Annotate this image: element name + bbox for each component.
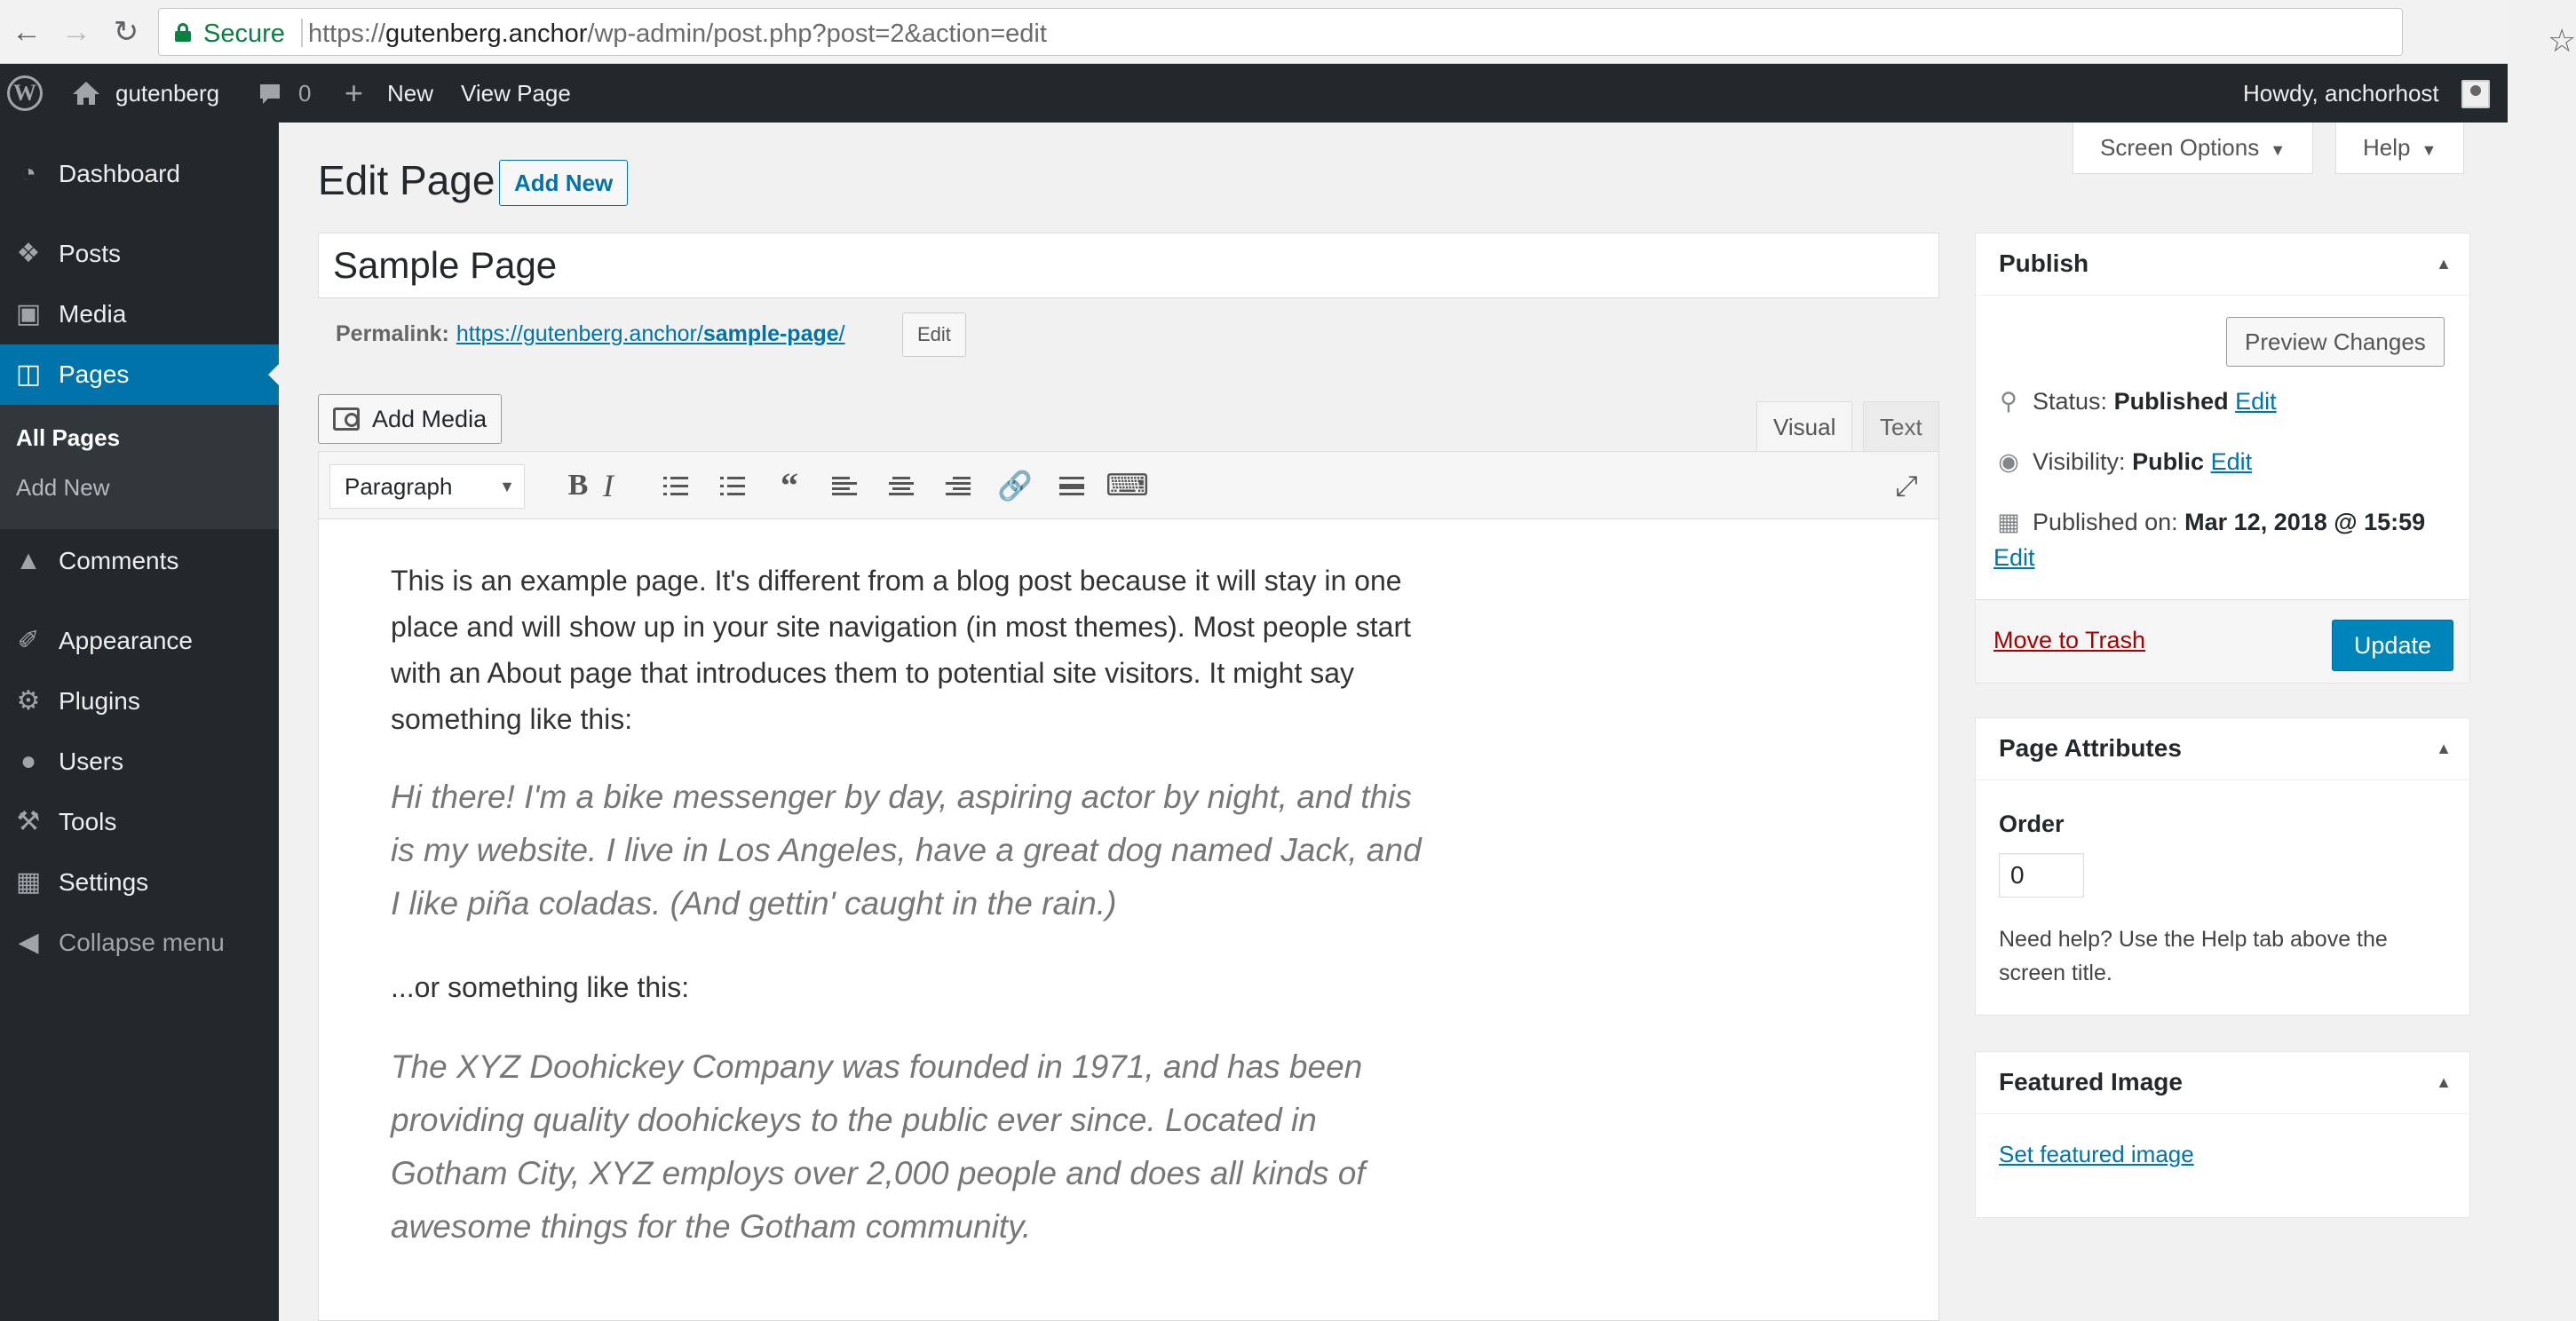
comment-icon: ▲ [15, 546, 42, 575]
media-icon [333, 407, 360, 431]
comment-bubble-icon [258, 82, 282, 107]
address-bar[interactable] [158, 8, 2576, 59]
blockquote-icon[interactable]: “ [781, 465, 798, 505]
permalink-link[interactable] [456, 321, 845, 346]
featured-image-title: Featured Image [1999, 1068, 2183, 1096]
visibility-value: Public [2132, 448, 2205, 475]
permalink-slug: sample-page [702, 321, 839, 346]
content-paragraph: ...or something like this: [391, 971, 690, 1003]
sidebar-collapse-menu[interactable] [0, 913, 279, 973]
new-label: New [387, 80, 434, 107]
bullet-list-icon[interactable] [663, 477, 688, 496]
sidebar-item-label: Dashboard [59, 160, 180, 187]
collapse-icon: ◀ [18, 928, 39, 957]
status-value: Published [2113, 388, 2229, 415]
site-name: gutenberg [115, 80, 220, 107]
add-media-button[interactable] [318, 394, 502, 444]
collapse-arrow-icon[interactable]: ▲ [2436, 1073, 2452, 1091]
caret-down-icon: ▼ [2270, 141, 2287, 159]
status-row [1993, 388, 2277, 415]
pin-icon: ❖ [16, 239, 41, 268]
bold-icon[interactable]: B [567, 469, 589, 502]
howdy-user[interactable]: Howdy, anchorhost [2243, 80, 2439, 107]
back-arrow-icon[interactable]: ← [12, 15, 42, 49]
permalink-edit-button[interactable]: Edit [902, 312, 966, 357]
add-media-label: Add Media [372, 406, 487, 432]
published-edit-link[interactable]: Edit [1993, 544, 2035, 571]
add-new-button[interactable]: Add New [499, 160, 628, 206]
status-label: Status: [2033, 388, 2108, 415]
user-icon: ● [20, 747, 37, 776]
browser-toolbar [0, 0, 2576, 64]
permalink-label: Permalink: [336, 321, 449, 346]
help-button[interactable] [2335, 123, 2464, 174]
submenu-all-pages[interactable]: All Pages [16, 424, 121, 451]
wp-admin-bar [0, 64, 2508, 123]
format-select-value: Paragraph [345, 473, 453, 500]
sidebar-item-label: Users [59, 748, 124, 775]
format-select[interactable] [329, 464, 525, 509]
eye-icon: ◉ [1998, 448, 2019, 475]
avatar[interactable] [2461, 80, 2490, 108]
sidebar-item-plugins[interactable] [0, 671, 279, 732]
calendar-icon: ▦ [1997, 509, 2020, 535]
sidebar-item-label: Pages [59, 360, 130, 388]
publish-box-header[interactable] [1976, 233, 2469, 296]
sidebar-item-label: Tools [59, 808, 117, 835]
sidebar-item-appearance[interactable] [0, 611, 279, 671]
published-value: Mar 12, 2018 @ 15:59 [2184, 509, 2426, 535]
numbered-list-icon[interactable] [720, 477, 745, 496]
content-paragraph: This is an example page. It's different from a blog post because it will stay in one place and will show up in your site navigation (in most themes). Most people start with an About page that introduces them to potential site visitors. It might say something like this: [391, 565, 1411, 735]
chevron-down-icon: ▼ [499, 478, 515, 495]
screen-options-label: Screen Options [2100, 134, 2260, 161]
url-text[interactable] [308, 20, 1047, 49]
editor-toolbar [319, 452, 1938, 519]
toolbar-toggle-icon[interactable]: ⌨ [1106, 469, 1150, 502]
published-label: Published on: [2033, 509, 2178, 535]
dashboard-icon: ◔ [20, 159, 37, 188]
align-center-icon[interactable] [889, 477, 914, 496]
content-blockquote: The XYZ Doohickey Company was founded in 1971, and has been providing quality doohickeys to the public ever since. Located in Gotham City, XYZ employs over 2,000 people and does all kinds of awesome things for the Gotham community. [391, 1048, 1366, 1245]
collapse-arrow-icon[interactable]: ▲ [2436, 740, 2452, 757]
bookmark-star-icon[interactable]: ☆ [2548, 22, 2576, 59]
forward-arrow-icon[interactable]: → [61, 15, 91, 49]
sidebar-item-label: Comments [59, 547, 179, 574]
url-scheme: https:// [308, 20, 386, 48]
link-icon[interactable]: 🔗 [997, 470, 1033, 502]
url-path: /wp-admin/post.php?post=2&action=edit [587, 20, 1047, 48]
update-button[interactable]: Update [2332, 620, 2453, 671]
tab-text[interactable]: Text [1863, 401, 1939, 452]
admin-sidebar [0, 123, 279, 1321]
fullscreen-icon[interactable]: ⤢ [1895, 470, 1918, 502]
pages-icon: ◫ [15, 360, 42, 389]
sidebar-item-label: Collapse menu [59, 929, 225, 956]
content-blockquote: Hi there! I'm a bike messenger by day, aspiring actor by night, and this is my website. I live in Los Angeles, have a great dog named Jack, and I like piña coladas. (And gettin' caught in the rain.) [391, 779, 1422, 922]
read-more-icon[interactable] [1059, 477, 1084, 496]
publish-actions [1976, 599, 2469, 683]
submenu-add-new[interactable]: Add New [16, 474, 110, 501]
sidebar-item-dashboard[interactable] [0, 144, 279, 204]
order-input[interactable]: 0 [1999, 853, 2084, 898]
caret-down-icon: ▼ [2421, 141, 2437, 159]
lock-icon [175, 23, 191, 41]
help-text: Need help? Use the Help tab above the screen title. [1999, 927, 2388, 985]
published-on-row [1993, 509, 2425, 536]
sidebar-item-comments[interactable] [0, 531, 279, 591]
permalink-base: https://gutenberg.anchor/ [456, 321, 703, 346]
brush-icon: ✐ [17, 626, 40, 655]
sidebar-item-media[interactable] [0, 284, 279, 344]
featured-image-header[interactable] [1976, 1052, 2469, 1114]
move-to-trash-link[interactable]: Move to Trash [1993, 627, 2146, 653]
preview-changes-button[interactable]: Preview Changes [2226, 317, 2445, 367]
visibility-row [1993, 448, 2252, 476]
active-menu-arrow [268, 364, 279, 385]
page-attributes-header[interactable] [1976, 718, 2469, 780]
sidebar-item-label: Plugins [59, 687, 140, 715]
featured-image-box [1975, 1051, 2470, 1218]
visibility-label: Visibility: [2033, 448, 2126, 475]
wordpress-logo-icon[interactable]: W [7, 75, 43, 111]
sidebar-item-tools[interactable] [0, 792, 279, 852]
collapse-arrow-icon[interactable]: ▲ [2436, 255, 2452, 273]
sidebar-item-label: Posts [59, 240, 122, 267]
secure-label: Secure [203, 20, 285, 48]
page-attributes-box [1975, 717, 2470, 1016]
align-left-icon[interactable] [832, 477, 857, 496]
sidebar-item-posts[interactable] [0, 224, 279, 284]
screen-options-button[interactable] [2073, 123, 2313, 174]
pages-submenu [0, 405, 279, 529]
permalink [336, 321, 845, 347]
sidebar-item-settings[interactable] [0, 852, 279, 913]
comments-count: 0 [298, 80, 312, 107]
settings-icon: ▦ [15, 867, 42, 897]
address-separator [301, 19, 303, 47]
sidebar-item-label: Appearance [59, 627, 194, 654]
post-title-input[interactable]: Sample Page [318, 233, 1939, 298]
home-icon [71, 80, 101, 107]
status-edit-link[interactable]: Edit [2235, 388, 2277, 415]
reload-icon[interactable]: ↻ [113, 15, 139, 49]
plugin-icon: ⚙ [16, 686, 41, 716]
sidebar-item-label: Media [59, 300, 127, 328]
visibility-edit-link[interactable]: Edit [2210, 448, 2253, 475]
set-featured-image-link[interactable]: Set featured image [1999, 1141, 2194, 1167]
tab-visual[interactable]: Visual [1756, 401, 1852, 452]
sidebar-item-label: Settings [59, 868, 149, 896]
italic-icon[interactable]: I [603, 468, 614, 503]
page-attributes-title: Page Attributes [1999, 734, 2182, 762]
publish-box [1975, 233, 2470, 684]
media-icon: ▣ [15, 299, 42, 328]
editor-content[interactable] [391, 558, 1439, 1254]
wrench-icon: ⚒ [16, 807, 41, 836]
plus-icon: + [345, 75, 364, 111]
align-right-icon[interactable] [946, 477, 971, 496]
sidebar-item-pages[interactable] [0, 344, 279, 405]
order-label: Order [1999, 811, 2065, 837]
pin-icon: ⚲ [2000, 388, 2017, 415]
view-page-link[interactable]: View Page [461, 80, 571, 107]
sidebar-item-users[interactable] [0, 732, 279, 792]
url-host: gutenberg.anchor [385, 20, 588, 48]
page-title: Edit Page [318, 157, 495, 203]
permalink-end: / [838, 321, 845, 346]
help-label: Help [2363, 134, 2411, 161]
publish-title: Publish [1999, 249, 2089, 277]
